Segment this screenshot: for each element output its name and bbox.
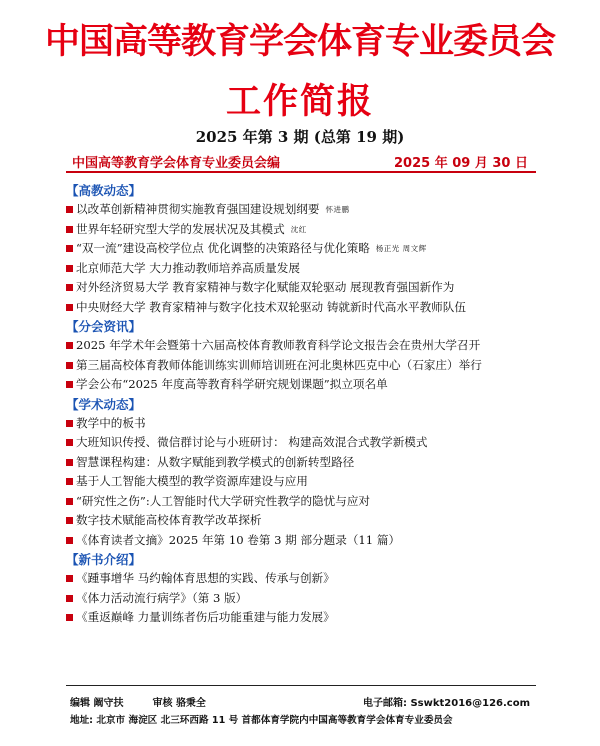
section-title: 【分会资讯】 [66,319,142,334]
email-label: 电子邮箱: [362,698,407,709]
bullet-square-icon [66,381,73,388]
footer-credits [70,694,206,709]
list-item[interactable] [66,531,546,551]
item-text: 对外经济贸易大学 教育家精神与数字化赋能双轮驱动 展现教育强国新作为 [76,280,455,294]
editor-org: 中国高等教育学会体育专业委员会编 [72,156,281,171]
editor-name: 阚守扶 [93,698,124,709]
bullet-square-icon [66,245,73,252]
list-item[interactable] [66,356,546,376]
item-text: 《体力活动流行病学》（第 3 版） [76,590,248,605]
bullet-square-icon [66,459,73,466]
bullet-square-icon [66,284,73,291]
list-item[interactable] [66,511,546,531]
item-text: 北京师范大学 大力推动教师培养高质量发展 [76,260,300,275]
section-title: 【学术动态】 [66,396,142,412]
bullet-square-icon [66,304,73,311]
bullet-square-icon [66,595,73,602]
list-item[interactable] [66,220,546,240]
section-title: 【新书介绍】 [66,552,142,567]
bullet-square-icon [66,498,73,505]
item-text: 基于人工智能大模型的教学资源库建设与应用 [76,474,308,488]
list-item[interactable] [66,336,546,356]
list-item[interactable] [66,375,546,395]
list-item[interactable] [66,472,546,492]
item-text: “双一流”建设高校学位点 优化调整的决策路径与优化策略 [76,241,370,255]
item-text: 教学中的板书 [76,415,146,430]
issue-date: 2025 年 09 月 30 日 [394,156,528,171]
item-text: 以改革创新精神贯彻实施教育强国建设规划纲要 [76,202,320,216]
newsletter-title: 中国高等教育学会体育专业委员会 [44,22,555,62]
list-item[interactable] [66,278,546,298]
item-text: 学会公布“2025 年度高等教育科学研究规划课题”拟立项名单 [76,377,388,391]
footer-address [70,712,453,726]
item-text: 《体育读者文摘》2025 年第 10 卷第 3 期 部分题录（11 篇） [76,532,401,547]
list-item[interactable] [66,608,546,628]
item-text: 数字技术赋能高校体育教学改革探析 [76,513,262,527]
item-text: 第三届高校体育教师体能训练实训师培训班在河北奥林匹克中心（石家庄）举行 [76,357,482,372]
list-item[interactable] [66,200,546,220]
item-text: 中央财经大学 教育家精神与数字化技术双轮驱动 铸就新时代高水平教师队伍 [76,299,466,314]
bullet-square-icon [66,537,73,544]
item-text: 2025 年学术年会暨第十六届高校体育教师教育科学论文报告会在贵州大学召开 [76,338,481,352]
bullet-square-icon [66,226,73,233]
list-item[interactable] [66,298,546,318]
item-author: 杨正光 周文辉 [375,244,427,253]
list-item[interactable] [66,453,546,473]
reviewer-label: 审核 [152,698,173,709]
item-author: 怀进鹏 [325,205,350,214]
item-text: 《重返巅峰 力量训练者伤后功能重建与能力发展》 [76,610,335,624]
list-item[interactable] [66,589,546,609]
item-text: “研究性之伤”:人工智能时代大学研究性教学的隐忧与应对 [76,493,371,508]
list-item[interactable] [66,433,546,453]
address-text: 北京市 海淀区 北三环西路 11 号 首都体育学院内中国高等教育学会体育专业委员会 [96,715,453,726]
item-text: 《踵事增华 马约翰体育思想的实践、传承与创新》 [76,571,335,585]
email-address[interactable]: Sswkt2016@126.com [410,698,530,709]
bullet-square-icon [66,206,73,213]
item-text: 大班知识传授、微信群讨论与小班研讨： 构建高效混合式教学新模式 [76,435,428,449]
footer-divider [66,685,536,686]
list-item[interactable] [66,259,546,279]
list-item[interactable] [66,569,546,589]
header-divider [66,171,536,173]
editor-label: 编辑 [70,698,90,709]
list-item[interactable] [66,492,546,512]
reviewer-name: 骆秉全 [175,698,206,709]
item-text: 世界年轻研究型大学的发展状况及其模式 [76,221,285,236]
section-title: 【高教动态】 [66,183,142,198]
list-item[interactable] [66,239,546,259]
bullet-square-icon [66,517,73,524]
footer-email [363,694,530,709]
bullet-square-icon [66,342,73,349]
item-text: 智慧课程构建：从数字赋能到教学模式的创新转型路径 [76,454,355,469]
bullet-square-icon [66,420,73,427]
table-of-contents [66,181,546,628]
issue-number: 2025 年第 3 期 (总第 19 期) [195,128,405,146]
bullet-square-icon [66,362,73,369]
list-item[interactable] [66,414,546,434]
item-author: 沈红 [290,224,307,234]
bullet-square-icon [66,478,73,485]
bullet-square-icon [66,265,73,272]
bullet-square-icon [66,614,73,621]
bullet-square-icon [66,439,73,446]
address-label: 地址: [70,715,94,726]
newsletter-subtitle: 工作简报 [225,82,374,122]
bullet-square-icon [66,575,73,582]
